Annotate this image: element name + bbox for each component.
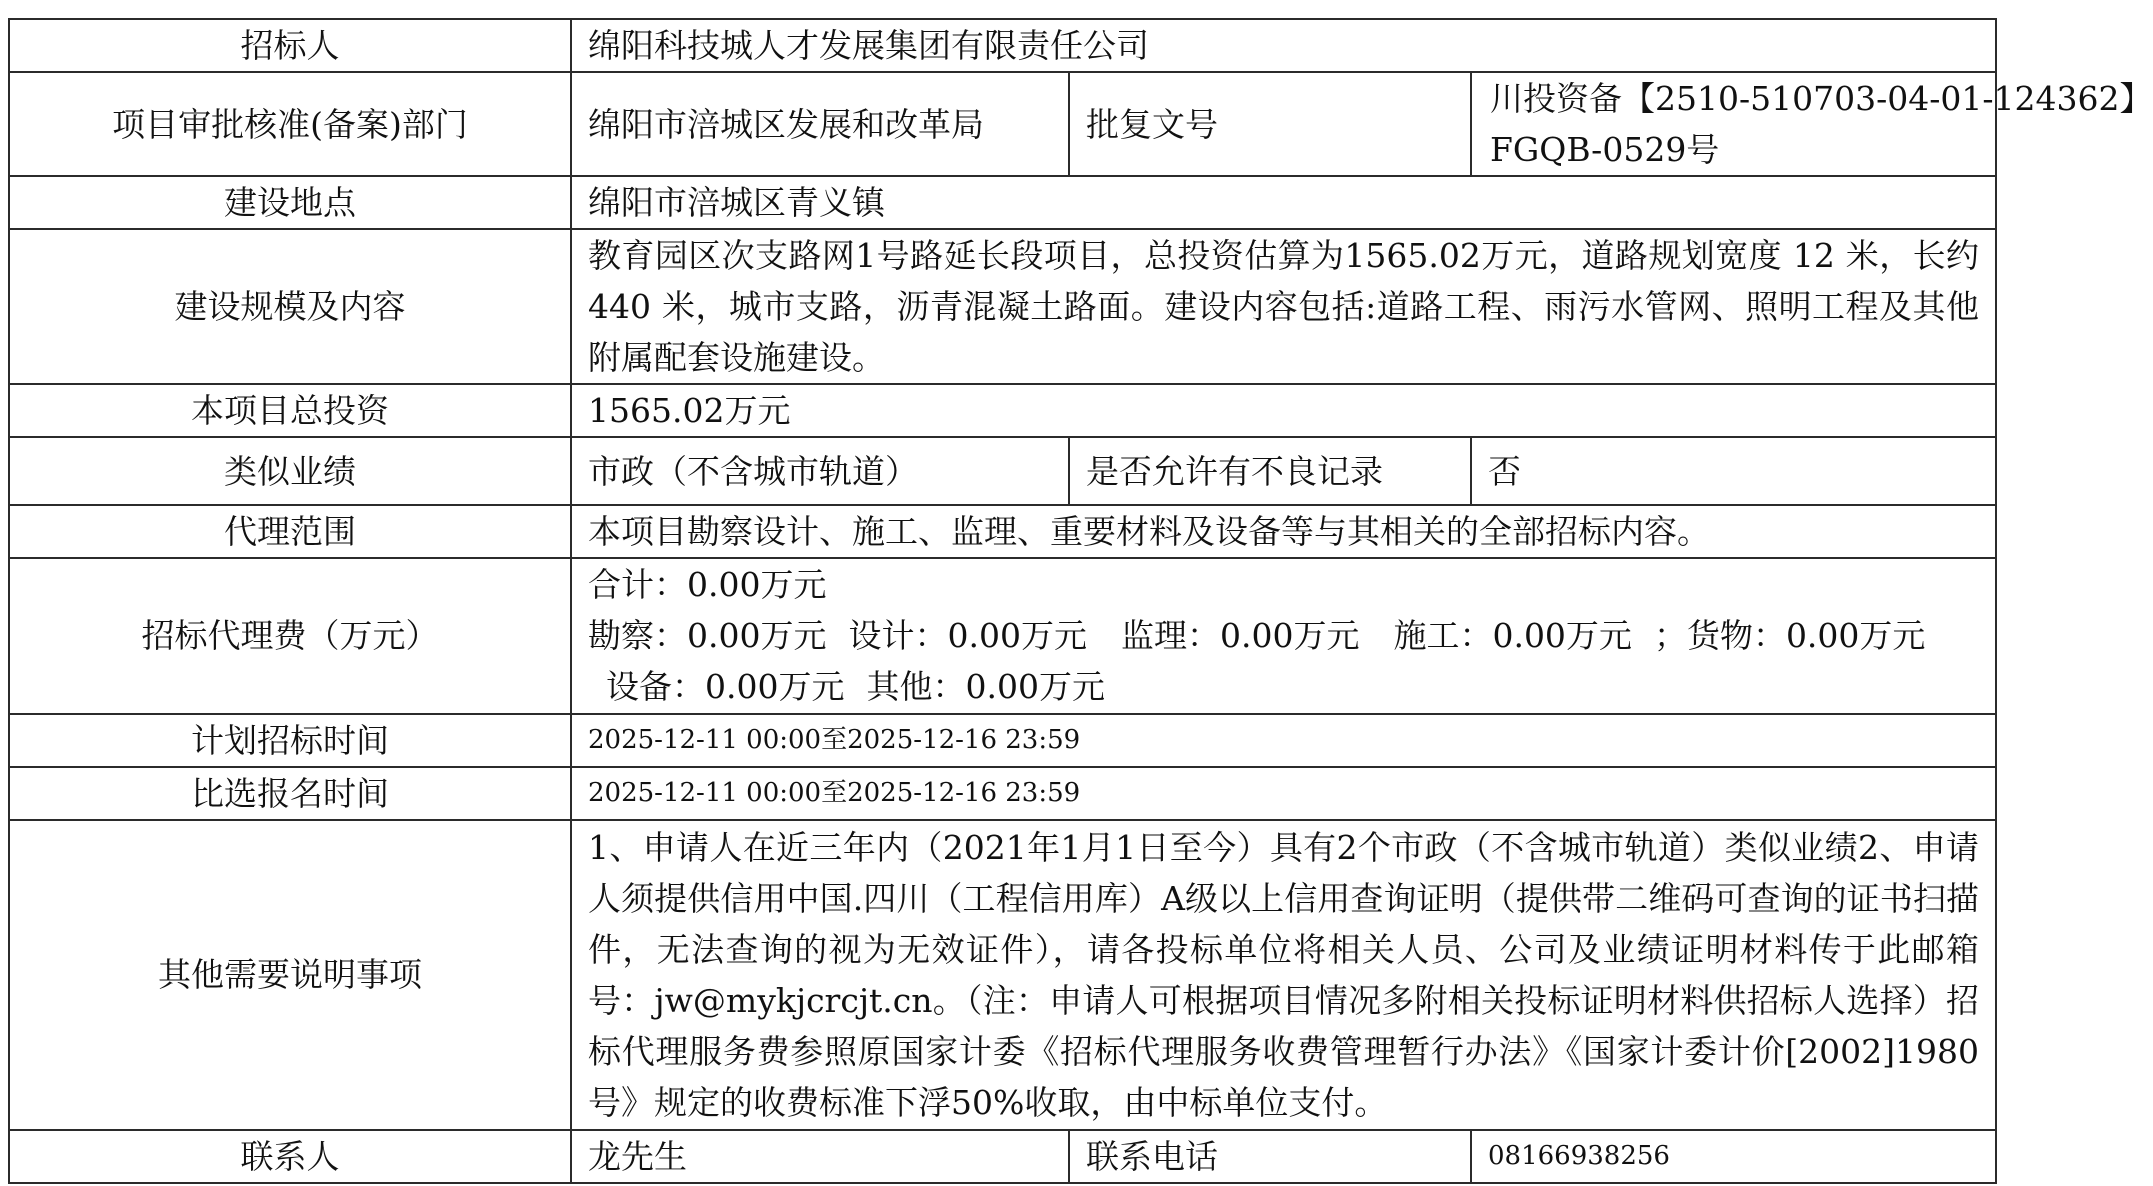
notes-label: 其他需要说明事项	[9, 820, 571, 1130]
total-investment-label: 本项目总投资	[9, 384, 571, 437]
fee-line-2	[588, 610, 1991, 661]
scale-label: 建设规模及内容	[9, 229, 571, 384]
row-performance	[9, 437, 1996, 505]
scale-value	[571, 229, 1996, 384]
fee-total: 合计：0.00万元	[588, 565, 827, 605]
scope-label: 代理范围	[9, 505, 571, 558]
register-time-value: 2025-12-11 00:00至2025-12-16 23:59	[571, 767, 1996, 820]
row-approval	[9, 72, 1996, 176]
row-scope	[9, 505, 1996, 558]
plan-time-value: 2025-12-11 00:00至2025-12-16 23:59	[571, 714, 1996, 767]
notes-value	[571, 820, 1996, 1130]
fee-survey: 勘察：0.00万元	[588, 616, 827, 656]
fee-label: 招标代理费（万元）	[9, 558, 571, 713]
bad-record-label: 是否允许有不良记录	[1069, 437, 1471, 505]
performance-value: 市政（不含城市轨道）	[571, 437, 1069, 505]
approval-dept-label: 项目审批核准(备案)部门	[9, 72, 571, 176]
register-time-label: 比选报名时间	[9, 767, 571, 820]
contact-phone-value: 08166938256	[1471, 1130, 1996, 1183]
fee-value	[571, 558, 1996, 713]
fee-goods: 货物：0.00万元	[1686, 616, 1926, 656]
scale-text: 教育园区次支路网1号路延长段项目，总投资估算为1565.02万元，道路规划宽度 12 米，长约 440 米，城市支路，沥青混凝土路面。建设内容包括:道路工程、雨污水管网、照明工程及其他附属配套设施建设。	[588, 236, 1980, 378]
location-value: 绵阳市涪城区青义镇	[571, 176, 1996, 229]
total-investment-value: 1565.02万元	[571, 384, 1996, 437]
fee-line-1	[588, 559, 1991, 610]
row-tenderer	[9, 19, 1996, 72]
contact-name: 龙先生	[571, 1130, 1069, 1183]
fee-line-3	[588, 661, 1991, 712]
fee-other: 其他：0.00万元	[866, 667, 1105, 707]
tenderer-label: 招标人	[9, 19, 571, 72]
notes-text: 1、申请人在近三年内（2021年1月1日至今）具有2个市政（不含城市轨道）类似业绩2、申请人须提供信用中国.四川（工程信用库）A级以上信用查询证明（提供带二维码可查询的证书扫描件，无法查询的视为无效证件），请各投标单位将相关人员、公司及业绩证明材料传于此邮箱号：jw@mykjcrcjt.cn。（注：申请人可根据项目情况多附相关投标证明材料供招标人选择）招标代理服务费参照原国家计委《招标代理服务收费管理暂行办法》《国家计委计价[2002]1980号》规定的收费标准下浮50%收取，由中标单位支付。	[588, 827, 1980, 1122]
approval-doc-line1: 川投资备【2510-510703-04-01-124362】	[1490, 79, 2153, 119]
row-location	[9, 176, 1996, 229]
row-contact	[9, 1130, 1996, 1183]
row-register-time	[9, 767, 1996, 820]
approval-doc-line2: FGQB-0529号	[1490, 130, 1720, 170]
row-fee	[9, 558, 1996, 713]
fee-supervision: 监理：0.00万元	[1120, 616, 1360, 656]
tender-info-table	[8, 18, 2153, 1184]
plan-time-label: 计划招标时间	[9, 714, 571, 767]
contact-label: 联系人	[9, 1130, 571, 1183]
bad-record-value: 否	[1471, 437, 1996, 505]
performance-label: 类似业绩	[9, 437, 571, 505]
row-notes	[9, 820, 1996, 1130]
tenderer-value: 绵阳科技城人才发展集团有限责任公司	[571, 19, 1996, 72]
location-label: 建设地点	[9, 176, 571, 229]
row-plan-time	[9, 714, 1996, 767]
approval-dept-value: 绵阳市涪城区发展和改革局	[571, 72, 1069, 176]
fee-design: 设计：0.00万元	[848, 616, 1087, 656]
approval-doc-label: 批复文号	[1069, 72, 1471, 176]
contact-phone-label: 联系电话	[1069, 1130, 1471, 1183]
fee-separator: ；	[1653, 616, 1687, 656]
scope-value: 本项目勘察设计、施工、监理、重要材料及设备等与其相关的全部招标内容。	[571, 505, 1996, 558]
fee-construction: 施工：0.00万元	[1393, 616, 1632, 656]
fee-equipment: 设备：0.00万元	[606, 667, 845, 707]
approval-doc-value	[1471, 72, 2153, 176]
row-scale	[9, 229, 1996, 384]
row-total-investment	[9, 384, 1996, 437]
